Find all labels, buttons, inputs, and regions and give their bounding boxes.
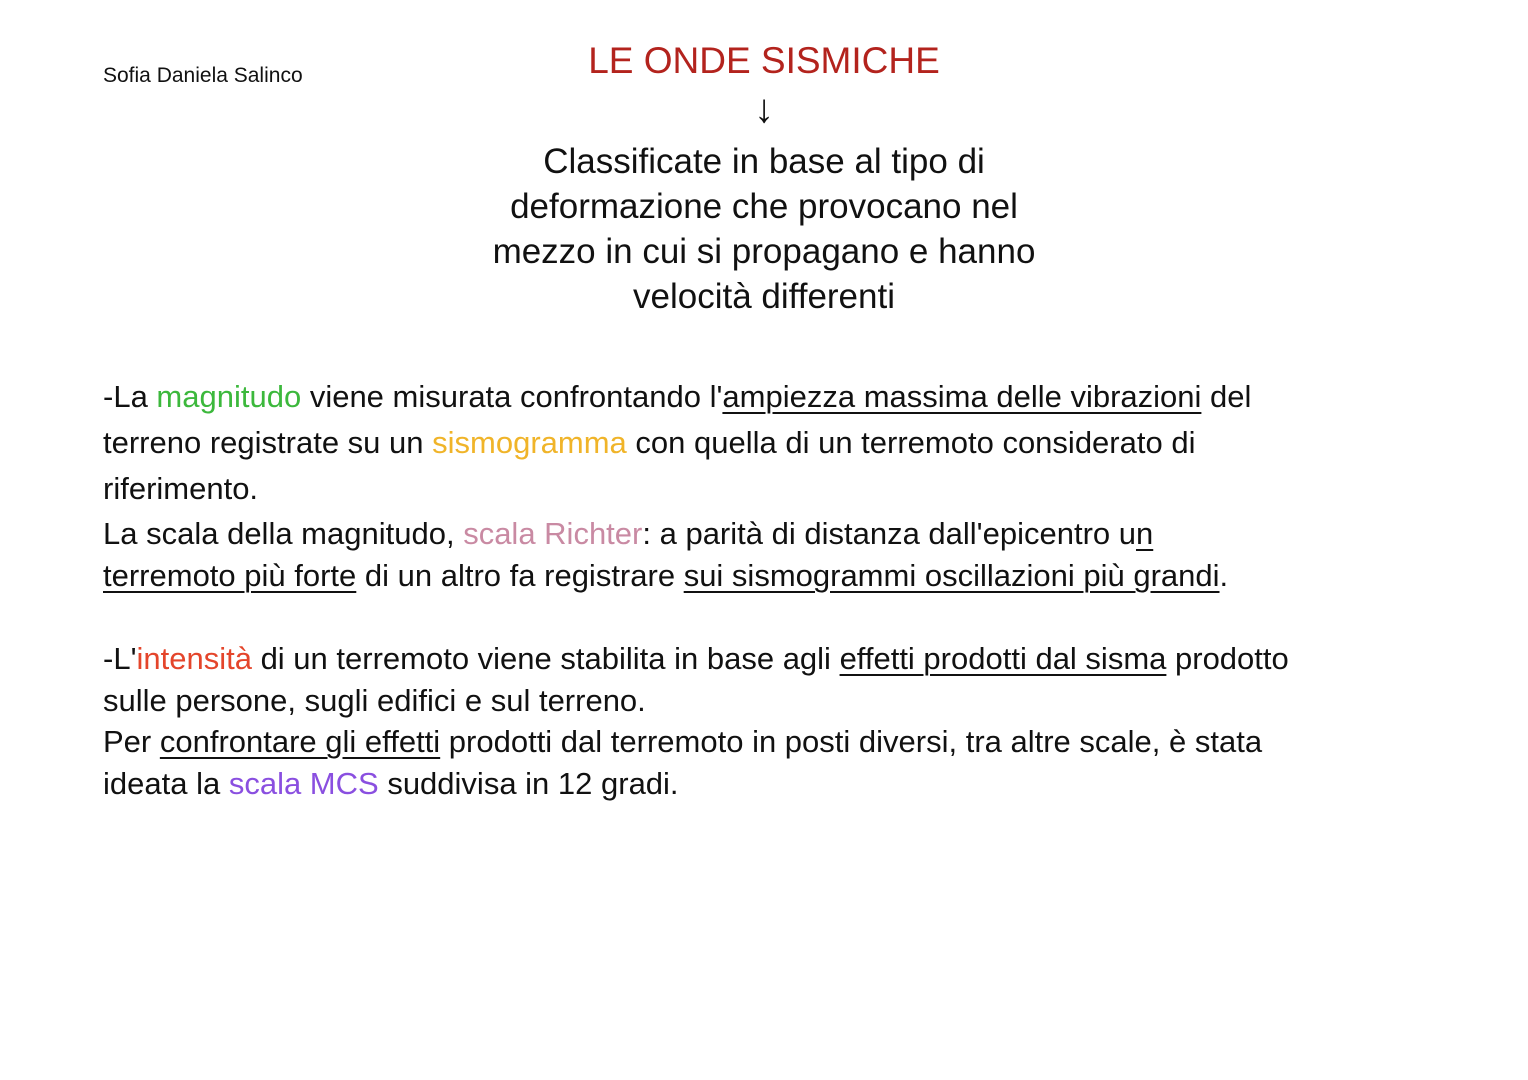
text: di un terremoto viene stabilita in base agli	[251, 641, 840, 676]
text: viene misurata confrontando l'	[301, 379, 723, 414]
keyword-scala-mcs: scala MCS	[228, 766, 379, 801]
text: con quella di un terremoto considerato di	[626, 425, 1196, 460]
paragraph-line	[103, 420, 1463, 466]
intensita-paragraph	[103, 638, 1463, 722]
paragraph-line	[103, 638, 1463, 680]
paragraph-line	[103, 763, 1463, 805]
paragraph-line	[103, 374, 1463, 420]
text: La scala della magnitudo,	[103, 516, 464, 551]
text: : a parità di distanza dall'epicentro u	[642, 516, 1136, 551]
text: -La	[103, 379, 157, 414]
underlined-text: confrontare gli effetti	[159, 724, 441, 759]
underlined-text: effetti prodotti dal sisma	[839, 641, 1167, 676]
text: -L'	[103, 641, 137, 676]
keyword-intensita: intensità	[136, 641, 252, 676]
paragraph-line	[103, 513, 1463, 555]
richter-paragraph	[103, 513, 1463, 597]
mcs-paragraph	[103, 721, 1463, 805]
paragraph-line	[103, 555, 1463, 597]
text: terreno registrate su un	[103, 425, 433, 460]
subtitle-line: deformazione che provocano nel	[510, 187, 1018, 226]
underlined-text: terremoto più forte	[103, 558, 357, 593]
text: Per	[103, 724, 160, 759]
keyword-scala-richter: scala Richter	[463, 516, 643, 551]
subtitle-line: velocità differenti	[632, 277, 895, 316]
text: suddivisa in 12 gradi.	[378, 766, 679, 801]
text: del	[1201, 379, 1252, 414]
page-title: LE ONDE SISMICHE	[588, 40, 940, 81]
author-name: Sofia Daniela Salinco	[103, 64, 303, 87]
keyword-sismogramma: sismogramma	[432, 425, 627, 460]
text: ideata la	[103, 766, 229, 801]
paragraph-line: sulle persone, sugli edifici e sul terreno.	[103, 683, 646, 718]
text: prodotto	[1166, 641, 1289, 676]
magnitudo-paragraph	[103, 374, 1463, 512]
text: di un altro fa registrare	[356, 558, 684, 593]
text: .	[1219, 558, 1229, 593]
subtitle-line: mezzo in cui si propagano e hanno	[492, 232, 1036, 271]
underlined-text: sui sismogrammi oscillazioni più grandi	[683, 558, 1220, 593]
down-arrow-icon: ↓	[754, 87, 774, 131]
keyword-magnitudo: magnitudo	[156, 379, 302, 414]
text: prodotti dal terremoto in posti diversi, tra altre scale, è stata	[440, 724, 1263, 759]
underlined-text: n	[1135, 516, 1154, 551]
paragraph-line: riferimento.	[103, 471, 259, 506]
paragraph-line	[103, 721, 1463, 763]
subtitle-line: Classificate in base al tipo di	[543, 142, 985, 181]
underlined-text: ampiezza massima delle vibrazioni	[722, 379, 1202, 414]
subtitle	[0, 139, 1528, 319]
